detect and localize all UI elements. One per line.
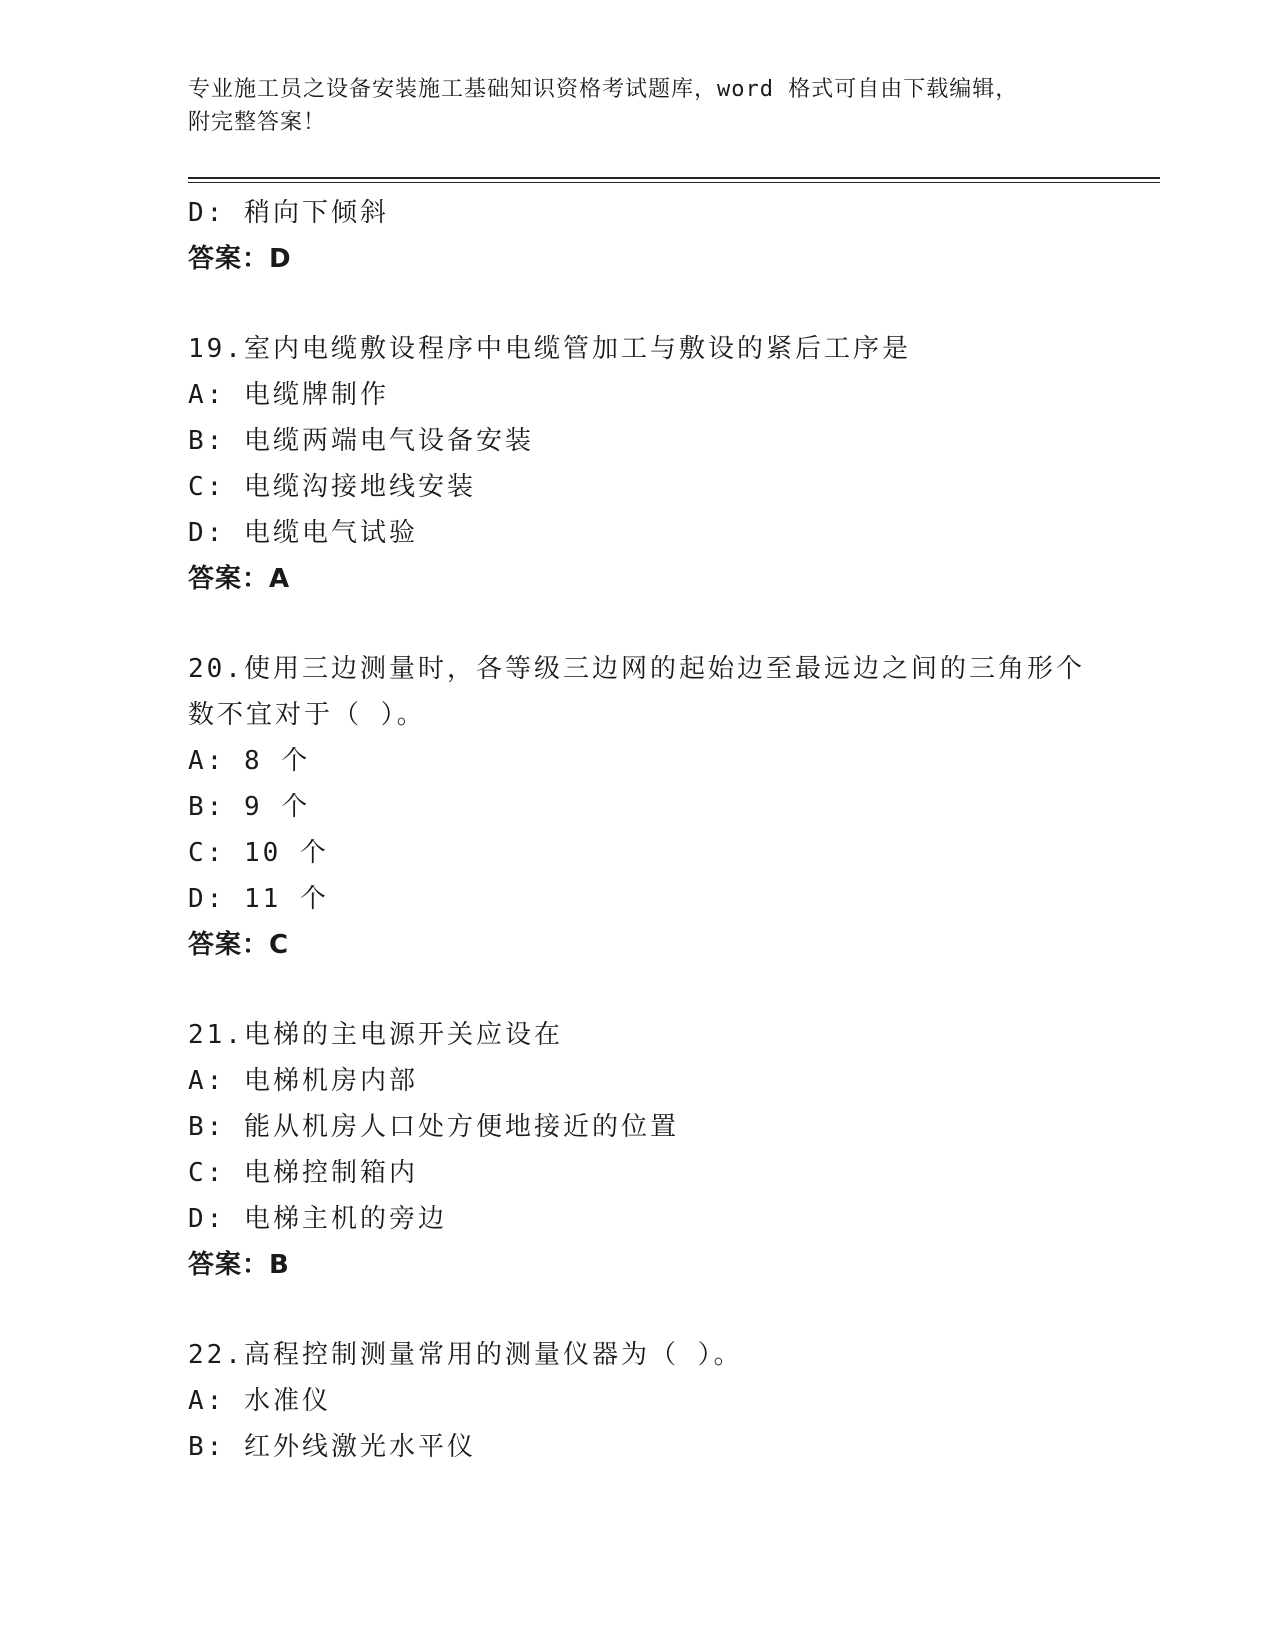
header-line-1: 专业施工员之设备安装施工基础知识资格考试题库，word 格式可自由下载编辑， [188, 77, 1019, 102]
answer-line: 答案：D [188, 244, 292, 274]
option-c: C: 10 个 [188, 838, 329, 868]
question-stem-22: 22.高程控制测量常用的测量仪器为（ ）。 [188, 1340, 743, 1370]
option-b: B: 能从机房人口处方便地接近的位置 [188, 1112, 679, 1142]
header-divider-thin [188, 182, 1160, 183]
option-b: B: 9 个 [188, 792, 311, 822]
spacer [188, 282, 1088, 326]
option-c: C: 电缆沟接地线安装 [188, 472, 476, 502]
option-d: D: 电缆电气试验 [188, 518, 418, 548]
spacer [188, 968, 1088, 1012]
answer-line: 答案：A [188, 564, 291, 594]
option-d: D: 稍向下倾斜 [188, 198, 389, 228]
option-d: D: 电梯主机的旁边 [188, 1204, 447, 1234]
question-stem-20-line-2: 数不宜对于（ ）。 [188, 700, 426, 730]
option-b: B: 电缆两端电气设备安装 [188, 426, 534, 456]
question-stem-20-line-1: 20.使用三边测量时，各等级三边网的起始边至最远边之间的三角形个 [188, 654, 1085, 684]
spacer [188, 602, 1088, 646]
option-a: A: 电梯机房内部 [188, 1066, 418, 1096]
option-d: D: 11 个 [188, 884, 329, 914]
question-stem-19: 19.室内电缆敷设程序中电缆管加工与敷设的紧后工序是 [188, 334, 911, 364]
header-line-2: 附完整答案！ [188, 110, 327, 135]
question-list [188, 190, 1088, 1470]
option-b: B: 红外线激光水平仪 [188, 1432, 476, 1462]
spacer [188, 1288, 1088, 1332]
answer-line: 答案：B [188, 1250, 290, 1280]
document-header [188, 73, 1088, 139]
question-stem-21: 21.电梯的主电源开关应设在 [188, 1020, 563, 1050]
option-c: C: 电梯控制箱内 [188, 1158, 418, 1188]
header-divider-thick [188, 177, 1160, 179]
option-a: A: 电缆牌制作 [188, 380, 389, 410]
option-a: A: 8 个 [188, 746, 311, 776]
option-a: A: 水准仪 [188, 1386, 331, 1416]
answer-line: 答案：C [188, 930, 290, 960]
